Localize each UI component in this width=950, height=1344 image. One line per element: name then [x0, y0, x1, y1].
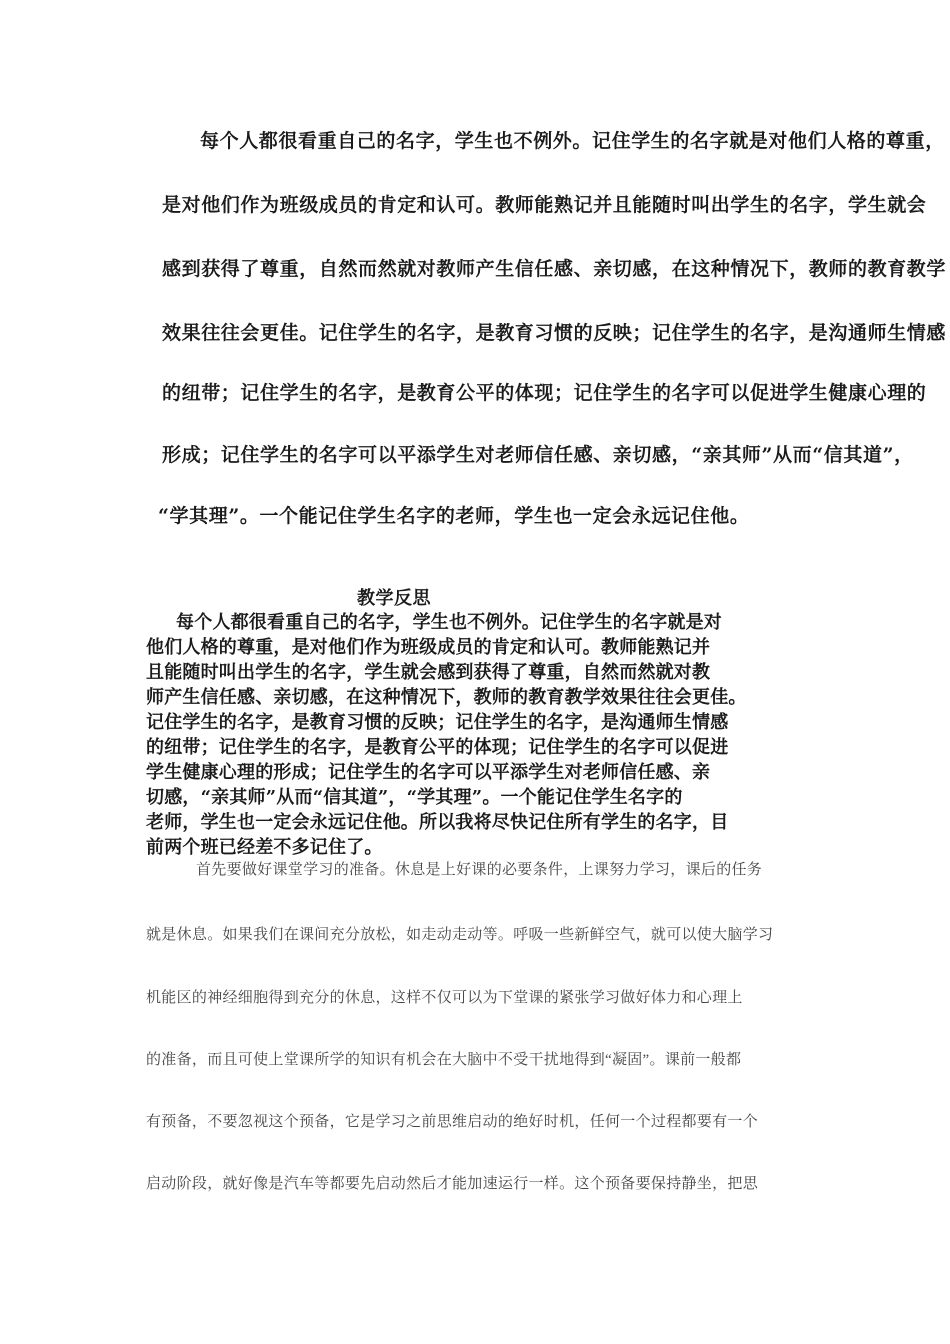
paragraph-line: 每个人都很看重自己的名字，学生也不例外。记住学生的名字就是对他们人格的尊重， [200, 130, 945, 152]
paragraph-line: 感到获得了尊重，自然而然就对教师产生信任感、亲切感，在这种情况下，教师的教育教学 [162, 258, 947, 280]
preparation-line: 有预备，不要忽视这个预备，它是学习之前思维启动的绝好时机，任何一个过程都要有一个 [146, 1114, 759, 1130]
preparation-line: 机能区的神经细胞得到充分的休息，这样不仅可以为下堂课的紧张学习做好体力和心理上 [146, 990, 743, 1006]
preparation-line: 首先要做好课堂学习的准备。休息是上好课的必要条件，上课努力学习，课后的任务 [196, 862, 763, 878]
reflection-line: 切感，“亲其师”从而“信其道”，“学其理”。一个能记住学生名字的 [146, 787, 683, 808]
reflection-line: 每个人都很看重自己的名字，学生也不例外。记住学生的名字就是对 [176, 612, 722, 633]
reflection-line: 前两个班已经差不多记住了。 [146, 837, 383, 858]
paragraph-line: 效果往往会更佳。记住学生的名字，是教育习惯的反映；记住学生的名字，是沟通师生情感 [162, 322, 947, 344]
reflection-line: 学生健康心理的形成；记住学生的名字可以平添学生对老师信任感、亲 [146, 762, 711, 783]
reflection-line: 记住学生的名字，是教育习惯的反映；记住学生的名字，是沟通师生情感 [146, 712, 729, 733]
paragraph-line: 的纽带；记住学生的名字，是教育公平的体现；记住学生的名字可以促进学生健康心理的 [162, 382, 927, 404]
reflection-line: 师产生信任感、亲切感，在这种情况下，教师的教育教学效果往往会更佳。 [146, 687, 747, 708]
preparation-line: 就是休息。如果我们在课间充分放松，如走动走动等。呼吸一些新鲜空气，就可以使大脑学习 [146, 927, 774, 943]
paragraph-line: 形成；记住学生的名字可以平添学生对老师信任感、亲切感，“亲其师”从而“信其道”， [162, 444, 914, 466]
reflection-title: 教学反思 [357, 588, 431, 609]
reflection-line: 的纽带；记住学生的名字，是教育公平的体现；记住学生的名字可以促进 [146, 737, 729, 758]
paragraph-names-respect [0, 0, 950, 540]
paragraph-line: 是对他们作为班级成员的肯定和认可。教师能熟记并且能随时叫出学生的名字，学生就会 [162, 194, 927, 216]
paragraph-line: “学其理”。一个能记住学生名字的老师，学生也一定会永远记住他。 [158, 505, 750, 527]
reflection-line: 他们人格的尊重，是对他们作为班级成员的肯定和认可。教师能熟记并 [146, 637, 711, 658]
reflection-line: 且能随时叫出学生的名字，学生就会感到获得了尊重，自然而然就对教 [146, 662, 711, 683]
preparation-line: 的准备，而且可使上堂课所学的知识有机会在大脑中不受干扰地得到“凝固”。课前一般都 [146, 1052, 742, 1068]
preparation-line: 启动阶段，就好像是汽车等都要先启动然后才能加速运行一样。这个预备要保持静坐，把思 [146, 1176, 759, 1192]
reflection-line: 老师，学生也一定会永远记住他。所以我将尽快记住所有学生的名字，目 [146, 812, 729, 833]
